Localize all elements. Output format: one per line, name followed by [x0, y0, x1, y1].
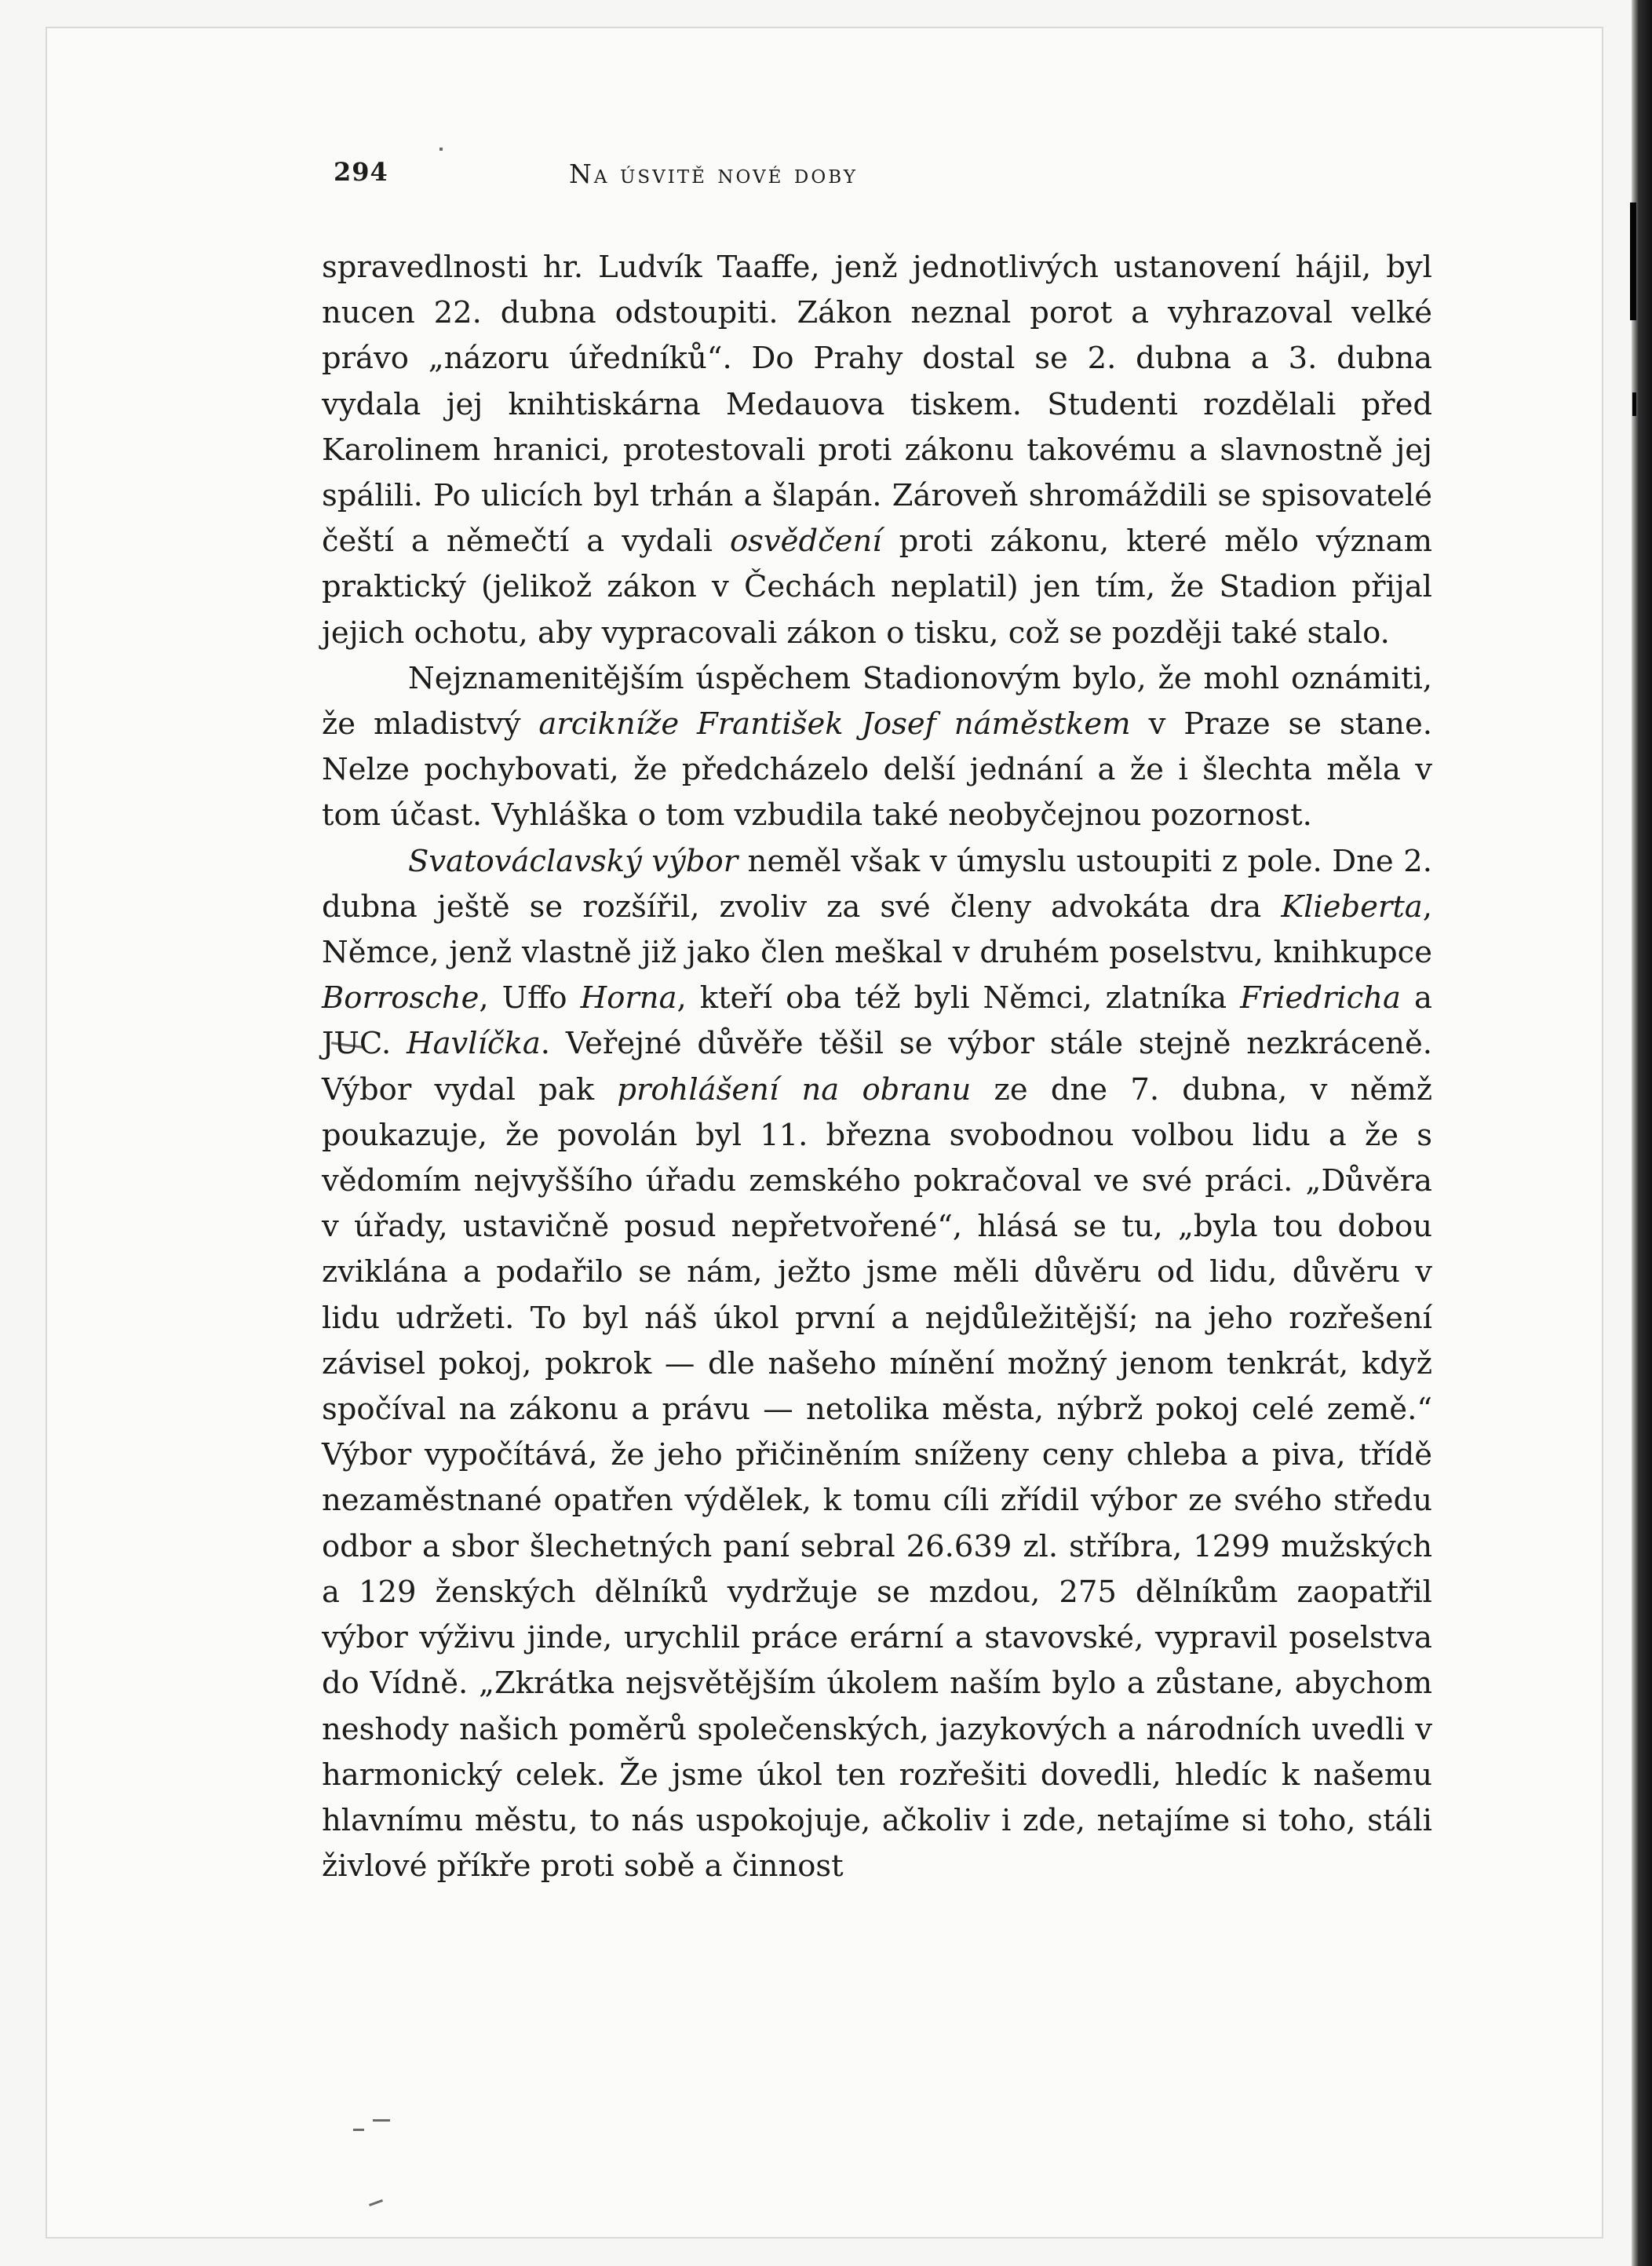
text-run: v Praze se stane. Nelze pochybovati, že předcházelo delší jednání a že i šlechta měla v tom účast. Vyhláška o tom vzbudila také neobyčejnou pozornost.	[322, 706, 1432, 834]
italic-text: arcikníže František Josef náměstkem	[538, 706, 1131, 743]
book-spine-edge	[1632, 0, 1652, 2266]
text-run: , Němce, jenž vlastně již jako člen meškal v druhém poselstvu, knihkupce	[322, 889, 1432, 971]
text-run: Nejznamenitějším úspěchem Stadionovým bylo, že mohl oznámiti, že mladistvý	[322, 660, 1432, 743]
running-head	[334, 157, 1424, 204]
text-run: a JUC.	[322, 980, 1432, 1062]
italic-text: Svatováclavský výbor	[408, 843, 738, 879]
paragraph	[322, 245, 1432, 656]
italic-text: Havlíčka	[407, 1026, 541, 1062]
scan-speck	[373, 2119, 390, 2122]
italic-text: Horna	[580, 980, 677, 1016]
text-run: spravedlnosti hr. Ludvík Taaffe, jenž jednotlivých ustanovení hájil, byl nucen 22. dubna odstoupiti. Zákon neznal porot a vyhrazoval velké právo „názoru úředníků“. Do Prahy dostal se 2. dubna a 3. dubna vydala jej knihtiskárna Medauova tiskem. Studenti rozdělali před Karolinem hranici, protestovali proti zákonu takovému a slavnostně jej spálili. Po ulicích byl trhán a šlapán. Zároveň shromáždili se spisovatelé čeští a němečtí a vydali	[322, 250, 1432, 560]
text-run: neměl však v úmyslu ustoupiti z pole. Dne 2. dubna ještě se rozšířil, zvoliv za své členy advokáta dra	[322, 843, 1432, 925]
spine-shadow-mark	[1630, 203, 1636, 320]
text-run: , kteří oba též byli Němci, zlatníka	[676, 980, 1241, 1016]
italic-text: Friedricha	[1240, 980, 1401, 1016]
paragraph	[322, 656, 1432, 839]
text-run: , Uffo	[479, 980, 581, 1016]
text-run: proti zákonu, které mělo význam praktický (jelikož zákon v Čechách neplatil) jen tím, že Stadion přijal jejich ochotu, aby vypracovali zákon o tisku, což se později také stalo.	[322, 524, 1432, 651]
scan-speck	[439, 148, 443, 151]
body-text	[322, 245, 1432, 1889]
italic-text: Klieberta	[1281, 889, 1423, 925]
running-title: Na úsvitě nové doby	[569, 159, 858, 189]
italic-text: prohlášení na obranu	[617, 1071, 972, 1107]
page-number: 294	[334, 157, 388, 187]
text-run: ze dne 7. dubna, v němž poukazuje, že povolán byl 11. března svobodnou volbou lidu a že s vědomím nejvyššího úřadu zemského pokračoval ve své práci. „Důvěra v úřady, ustavičně posud nepřetvořené“, hlásá se tu, „byla tou dobou zviklána a podařilo se nám, ježto jsme měli důvěru od lidu, důvěru v lidu udržeti. To byl náš úkol první a nejdůležitější; na jeho rozřešení závisel pokoj, pokrok — dle našeho mínění možný jenom tenkrát, když spočíval na zákonu a právu — netolika města, nýbrž pokoj celé země.“ Výbor vypočítává, že jeho přičiněním sníženy ceny chleba a piva, třídě nezaměstnané opatřen výdělek, k tomu cíli zřídil výbor ze svého středu odbor a sbor šlechetných paní sebral 26.639 zl. stříbra, 1299 mužských a 129 ženských dělníků vydržuje se mzdou, 275 dělníkům zaopatřil výbor výživu jinde, urychlil práce erární a stavovské, vypravil poselstva do Vídně. „Zkrátka nejsvětějším úkolem naším bylo a zůstane, abychom neshody našich poměrů společenských, jazykových a národních uvedli v harmonický celek. Že jsme úkol ten rozřešiti dovedli, hledíc k našemu hlavnímu městu, to nás uspokojuje, ačkoliv i zde, netajíme si toho, stáli živlové příkře proti sobě a činnost	[322, 1071, 1432, 1885]
italic-text: osvědčení	[729, 524, 882, 560]
scan-speck	[353, 2129, 364, 2131]
text-run: . Veřejné důvěře těšil se výbor stále stejně nezkráceně. Výbor vydal pak	[322, 1026, 1432, 1107]
spine-shadow-mark	[1632, 392, 1636, 416]
paragraph	[322, 839, 1432, 1890]
italic-text: Borrosche	[322, 980, 480, 1016]
